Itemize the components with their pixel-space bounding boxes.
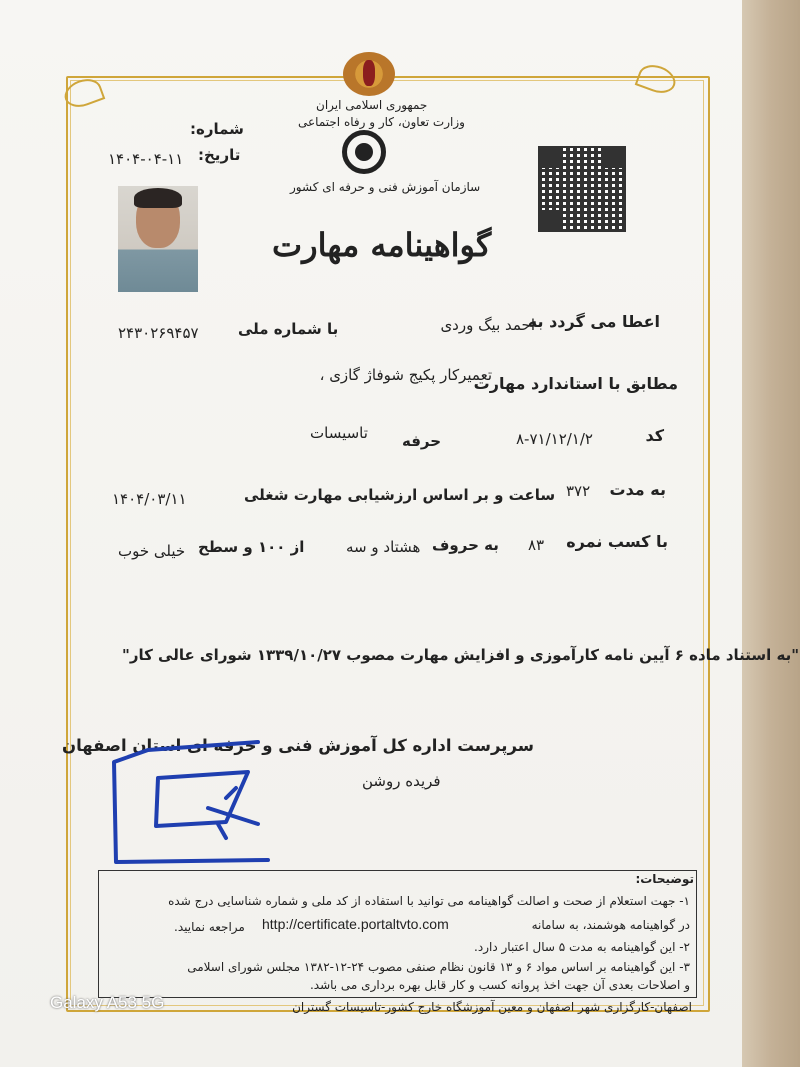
holder-photo <box>118 186 198 292</box>
ministry-name: وزارت تعاون، کار و رفاه اجتماعی <box>298 115 465 129</box>
organization-name: سازمان آموزش فنی و حرفه ای کشور <box>290 180 481 194</box>
camera-watermark: Galaxy A53 5G <box>50 993 165 1012</box>
number-label: شماره: <box>190 120 244 138</box>
level-value: خیلی خوب <box>118 542 186 560</box>
code-label: کد <box>645 426 664 445</box>
duration-label: به مدت <box>609 480 666 499</box>
notes-line-4: ۳- این گواهینامه بر اساس مواد ۶ و ۱۳ قانون نظام صنفی مصوب ۲۴-۱۲-۱۳۸۲ مجلس شورای اسلامی <box>187 960 690 974</box>
date-value: ۱۴۰۴-۰۴-۱۱ <box>108 150 184 168</box>
granted-label: اعطا می گردد به <box>527 312 660 331</box>
craft-label: حرفه <box>402 432 442 450</box>
signatory-title: سرپرست اداره کل آموزش فنی و حرفه ای استان اصفهان <box>62 736 534 755</box>
standard-label: مطابق با استاندارد مهارت <box>473 374 678 393</box>
words-label: به حروف <box>432 536 499 554</box>
iran-emblem-icon <box>343 52 395 96</box>
notes-line-2b: مراجعه نمایید. <box>174 920 245 934</box>
qr-code-icon <box>538 146 626 232</box>
standard-value: تعمیرکار پکیج شوفاژ گازی ، <box>319 366 492 384</box>
tvto-logo-icon <box>342 130 386 174</box>
national-id-label: با شماره ملی <box>238 320 339 338</box>
date-label: تاریخ: <box>198 146 241 164</box>
out-of-label: از ۱۰۰ و سطح <box>198 538 305 556</box>
certificate-title: گواهینامه مهارت <box>272 226 492 264</box>
holder-name: احمد بیگ وردی <box>440 316 535 334</box>
republic-name: جمهوری اسلامی ایران <box>316 98 428 112</box>
signature-icon <box>108 738 288 868</box>
notes-heading: توضیحات: <box>635 872 694 886</box>
verification-url[interactable]: http://certificate.portaltvto.com <box>262 916 449 932</box>
score-value: ۸۳ <box>528 536 545 554</box>
footer-text: اصفهان-کارگزاری شهر اصفهان و معین آموزشگاه خارج کشور-تاسیسات گستران <box>292 1000 692 1014</box>
code-value: ۸-۷۱/۱۲/۱/۲ <box>516 430 593 448</box>
notes-line-2a: در گواهینامه هوشمند، به سامانه <box>531 918 690 932</box>
score-label: با کسب نمره <box>566 532 668 551</box>
signatory-name: فریده روشن <box>362 772 441 790</box>
photo-hair <box>134 188 182 208</box>
score-words: هشتاد و سه <box>346 538 421 556</box>
duration-value: ۳۷۲ <box>566 482 591 500</box>
craft-value: تاسیسات <box>310 424 368 442</box>
table-surface <box>742 0 800 1067</box>
evaluation-date: ۱۴۰۴/۰۳/۱۱ <box>112 490 187 508</box>
legal-note: "به استناد ماده ۶ آیین نامه کارآموزی و افزایش مهارت مصوب ۱۳۳۹/۱۰/۲۷ شورای عالی کار" <box>122 646 800 664</box>
hours-label: ساعت و بر اساس ارزشیابی مهارت شغلی <box>244 486 556 504</box>
national-id-value: ۲۴۳۰۲۶۹۴۵۷ <box>118 324 199 342</box>
notes-line-5: و اصلاحات بعدی آن جهت اخذ پروانه کسب و کار قابل بهره برداری می باشد. <box>309 978 690 992</box>
notes-line-1: ۱- جهت استعلام از صحت و اصالت گواهینامه می توانید با استفاده از کد ملی و شماره شناسایی درج شده <box>168 894 690 908</box>
notes-line-3: ۲- این گواهینامه به مدت ۵ سال اعتبار دارد. <box>474 940 690 954</box>
